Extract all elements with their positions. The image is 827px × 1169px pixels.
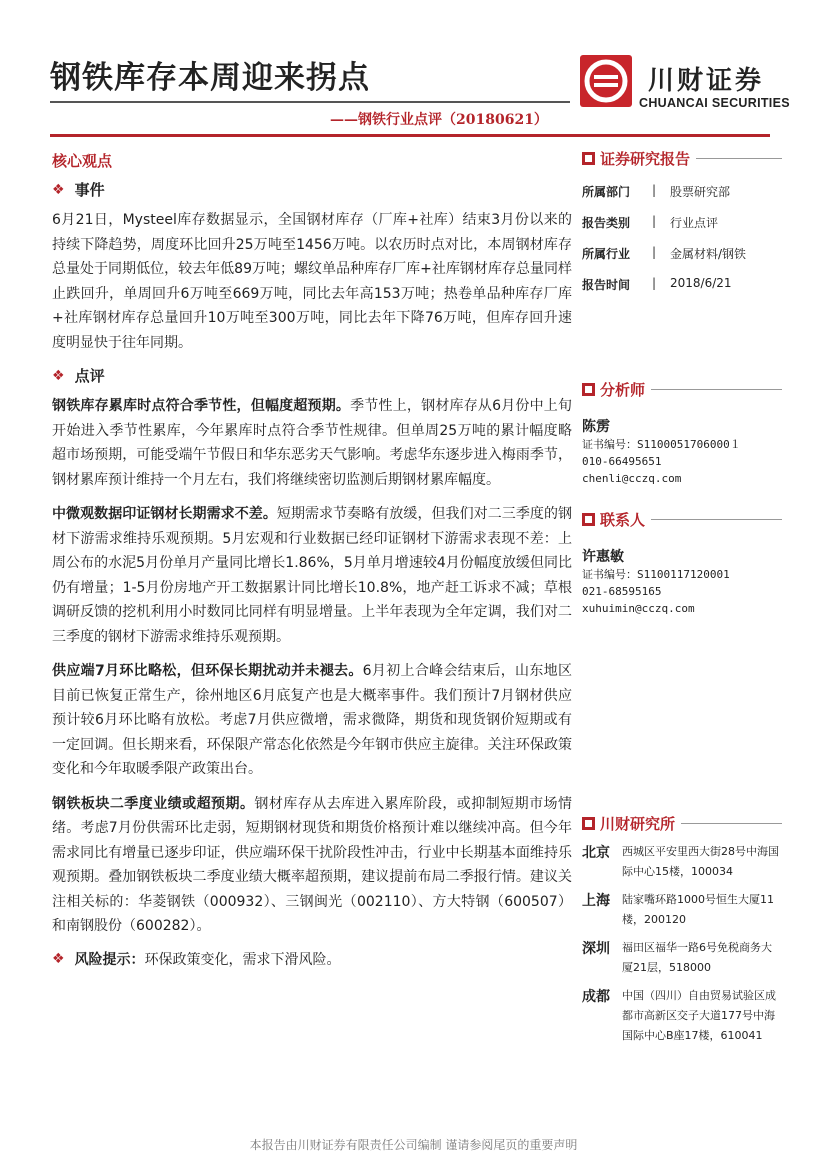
contact-cert: 证书编号：S1100117120001 bbox=[582, 568, 730, 581]
analyst-heading: 分析师 bbox=[582, 379, 782, 400]
analyst-cert: 证书编号：S1100051706000１ bbox=[582, 438, 741, 451]
info-row-dept: 所属部门 | 股票研究部 bbox=[582, 183, 731, 199]
core-view-label: 核心观点 bbox=[52, 152, 113, 170]
analyst-phone: 010-66495651 bbox=[582, 455, 662, 468]
analyst-email[interactable]: chenli@cczq.com bbox=[582, 472, 682, 485]
header-divider bbox=[50, 134, 770, 137]
diamond-bullet-icon: ❖ bbox=[52, 181, 65, 198]
contact-heading: 联系人 bbox=[582, 509, 782, 530]
contact-name: 许惠敏 bbox=[582, 549, 624, 565]
office-beijing: 北京 西城区平安里西大街28号中海国际中心15楼，100034 bbox=[582, 845, 779, 878]
square-bullet-icon bbox=[582, 152, 595, 165]
report-subtitle: ——钢铁行业点评（20180621） bbox=[330, 112, 548, 128]
info-row-industry: 所属行业 | 金属材料/钢铁 bbox=[582, 245, 747, 261]
risk-warning: ❖ 风险提示： 环保政策变化，需求下滑风险。 bbox=[52, 950, 341, 968]
event-heading: ❖ 事件 bbox=[52, 181, 105, 199]
comment-paragraph-2: 中微观数据印证钢材长期需求不差。短期需求节奏略有放缓，但我们对二三季度的钢材下游需求维持乐观预期。5月宏观和行业数据已经印证钢材下游需求表现不差：上周公布的水泥5月份单月产量同比增长1.86%，5月单月增速较4月份幅度放缓但同比仍有增量；1-5月份房地产开工数据累计同比增长10.8%，地产赶工诉求不减；草根调研反馈的挖机利用小时数同比同样有明显增量。上半年表现为全年定调，我们对二三季度的钢材下游需求维持乐观预期。 bbox=[52, 506, 573, 645]
comment-paragraph-3: 供应端7月环比略松，但环保长期扰动并未褪去。6月初上合峰会结束后，山东地区目前已恢复正常生产，徐州地区6月底复产也是大概率事件。我们预计7月钢材供应预计较6月环比略有放松。考虑7月供应微增，需求微降，期货和现货钢价短期或有一定回调。但长期来看，环保限产常态化依然是今年钢市供应主旋律。关注环保政策变化和今年取暖季限产政策出台。 bbox=[52, 663, 572, 777]
diamond-bullet-icon: ❖ bbox=[52, 950, 65, 967]
report-title: 钢铁库存本周迎来拐点 bbox=[50, 60, 370, 96]
analyst-name: 陈雳 bbox=[582, 419, 610, 435]
comment-heading: ❖ 点评 bbox=[52, 367, 105, 385]
contact-email[interactable]: xuhuimin@cczq.com bbox=[582, 602, 695, 615]
office-shanghai: 上海 陆家嘴环路1000号恒生大厦11楼，200120 bbox=[582, 893, 774, 926]
company-name-en: CHUANCAI SECURITIES bbox=[639, 96, 790, 110]
sidebar bbox=[582, 148, 782, 1046]
company-name-cn: 川财证券 bbox=[648, 66, 765, 96]
office-chengdu: 成都 中国（四川）自由贸易试验区成都市高新区交子大道177号中海国际中心B座17楼，610041 bbox=[582, 989, 776, 1042]
institute-heading: 川财研究所 bbox=[582, 813, 782, 834]
comment-paragraph-1: 钢铁库存累库时点符合季节性，但幅度超预期。季节性上，钢材库存从6月份中上旬开始进入季节性累库，今年累库时点符合季节性规律。但单周25万吨的累计幅度略超市场预期，可能受端午节假日和华东恶劣天气影响。考虑华东逐步进入梅雨季节，钢材累库预计维持一个月左右，我们将继续密切监测后期钢材累库幅度。 bbox=[52, 398, 572, 488]
square-bullet-icon bbox=[582, 383, 595, 396]
footer-disclaimer: 本报告由川财证券有限责任公司编制 谨请参阅尾页的重要声明 bbox=[249, 1138, 578, 1152]
title-underline bbox=[50, 101, 570, 103]
office-shenzhen: 深圳 福田区福华一路6号免税商务大厦21层，518000 bbox=[582, 941, 772, 974]
square-bullet-icon bbox=[582, 513, 595, 526]
info-row-date: 报告时间 | 2018/6/21 bbox=[582, 276, 732, 292]
report-info-heading: 证券研究报告 bbox=[582, 148, 782, 169]
company-logo-icon bbox=[580, 55, 632, 107]
diamond-bullet-icon: ❖ bbox=[52, 367, 65, 384]
comment-paragraph-4: 钢铁板块二季度业绩或超预期。钢材库存从去库进入累库阶段，或抑制短期市场情绪。考虑7月份供需环比走弱，短期钢材现货和期货价格预计难以继续冲高。但今年需求同比有增量已逐步印证，供应端环保干扰阶段性冲击，行业中长期基本面维持乐观预期。叠加钢铁板块二季度业绩大概率超预期，建议提前布局二季报行情。建议关注相关标的：华菱钢铁（000932）、三钢闽光（002110）、方大特钢（600507）和南钢股份（600282）。 bbox=[52, 795, 573, 934]
main-content bbox=[52, 150, 572, 977]
square-bullet-icon bbox=[582, 817, 595, 830]
info-row-type: 报告类别 | 行业点评 bbox=[582, 214, 719, 230]
event-paragraph: 6月21日，Mysteel库存数据显示，全国钢材库存（厂库+社库）结束3月份以来的持续下降趋势，周度环比回升25万吨至1456万吨。以农历时点对比，本周钢材库存总量处于同期低位，较去年低89万吨；螺纹单品种库存厂库+社库钢材库存总量同样止跌回升，单周回升6万吨至669万吨，同比去年高153万吨；热卷单品种库存厂库+社库钢材库存总量回升10万吨至300万吨，同比去年下降76万吨，但库存回升速度明显快于往年同期。 bbox=[52, 212, 572, 351]
contact-phone: 021-68595165 bbox=[582, 585, 662, 598]
